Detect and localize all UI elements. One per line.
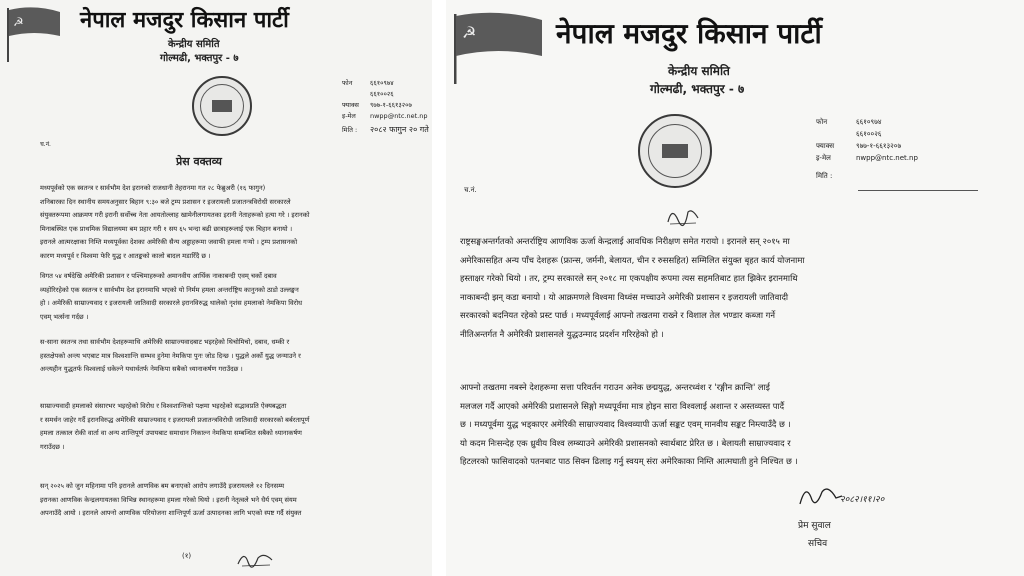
fax-label: फ्याक्स	[342, 101, 359, 109]
text-line: छ । मध्यपूर्वमा युद्ध भड्काएर अमेरिकी साम्राज्यवाद विश्वव्यापी ऊर्जा सङ्कट एवम् मानवीय सङ्कट निम्त्याउँदै छ ।	[460, 419, 791, 429]
text-line: नाकाबन्दी झन् कडा बनायो । यो आक्रमणले विश्वमा विध्वंस मच्चाउने अमेरिकी प्रशासन र इजरायली जातिवादी	[460, 291, 789, 302]
text-line: र समर्थन जाहेर गर्दै इरानविरुद्ध अमेरिकी साम्राज्यवाद र इजरायली प्रजातन्त्रविरोधी जातिवादी सरकारको बर्बरतापूर्ण	[40, 415, 310, 424]
email-value: nwpp@ntc.net.np	[370, 112, 428, 120]
text-line: राष्ट्रसङ्घअन्तर्गतको अन्तर्राष्ट्रिय आणविक ऊर्जा केन्द्रलाई आवधिक निरीक्षण समेत गरायो । इरानले सन् २०१५ मा	[460, 236, 790, 246]
paragraph-2	[460, 378, 1012, 471]
press-release-heading: प्रेस वक्तव्य	[176, 155, 222, 168]
phone-value: ६६१०९७४	[370, 79, 394, 87]
text-line: गराउँदछ ।	[40, 442, 65, 451]
phone-label: फोन	[342, 79, 353, 87]
text-line: हिटलरको फासिवादको पतनबाट पाठ सिक्न ढिलाइ गर्नु स्वयम् संरा अमेरिकाका निम्ति आत्मघाती हुने निश्चित छ ।	[460, 456, 798, 466]
email-value: nwpp@ntc.net.np	[856, 154, 918, 162]
text-line: अमेरिकासहित अन्य पाँच देशहरू (फ्रान्स, जर्मनी, बेलायत, चीन र रुससहित) सम्मिलित संयुक्त बृहत कार्य योजनामा	[460, 254, 805, 265]
email-label: इ-मेल	[342, 112, 356, 120]
paragraph-1	[40, 182, 425, 263]
svg-text:☭: ☭	[462, 23, 477, 42]
text-line: नीतिअन्तर्गत नै अमेरिकी प्रशासनले युद्धउन्माद प्रदर्शन गरिरहेको हो ।	[460, 328, 664, 339]
committee-label: केन्द्रीय समिति	[668, 64, 730, 78]
document-page-1	[0, 0, 432, 576]
handwritten-date: २०८२।११।२०	[840, 495, 885, 505]
initials-signature-icon	[666, 204, 700, 228]
text-line: सरकारको बदनियत रहेको प्रस्ट पार्छ । मध्यपूर्वलाई आफ्नो तखतमा राख्ने र विशाल तेल भण्डार कब्जा गर्ने	[460, 310, 776, 320]
svg-text:☭: ☭	[13, 15, 24, 29]
text-line: व्यहोरिरहेको एक स्वतन्त्र र सार्वभौम देश इरानमाथि भएको यो निर्मम हमला अन्तर्राष्ट्रिय कानुनको ठाडो उल्लङ्घन	[40, 285, 299, 294]
text-line: इरानका आणविक केन्द्रलगायतका विभिन्न स्थानहरूमा हमला गरेको थियो । इरानी नेतृत्वले भने धैर्य एवम् संयम	[40, 495, 297, 504]
text-line: संयुक्तरूपमा आक्रमण गरी इरानी सर्वोच्च नेता आयतोल्लाह खामेनीलगायतका इरानी नेताहरूको हत्या गरे । इरानको	[40, 211, 310, 219]
text-line: हमला तत्काल रोकी वार्ता वा अन्य शान्तिपूर्ण उपायबाट समाधान निकाल्न नेमकिपा सम्बन्धित सबैको ध्यानाकर्षण	[40, 429, 302, 437]
party-seal	[638, 114, 712, 188]
address-label: गोल्मढी, भक्तपुर - ७	[650, 82, 745, 96]
email-label: इ-मेल	[816, 154, 831, 162]
text-line: मिनाबस्थित एक प्राथमिक विद्यालयमा बम प्रहार गरी १ सय ६५ भन्दा बढी छात्राहरूलाई एक चिहान बनायो ।	[40, 224, 293, 233]
text-line: अन्त्यहीन युद्धतर्फ विश्वलाई धकेल्ने यथार्थतर्फ नेमकिपा सबैको ध्यानाकर्षण गराउँदछ ।	[40, 365, 243, 373]
text-line: हस्ताक्षर गरेको थियो । तर, ट्रम्प सरकारले सन् २०१८ मा एकपक्षीय रूपमा त्यस सहमतिबाट हात झिकेर इरानमाथि	[460, 273, 798, 283]
text-line: सन् २०२५ को जुन महिनामा पनि इरानले आणविक बम बनाएको आरोप लगाउँदै इजरायलले १२ दिनसम्म	[40, 482, 285, 490]
text-line: शनिबारका दिन स्थानीय समयअनुसार बिहान ९:३० बजे ट्रम्प प्रशासन र इजरायली प्रजातन्त्रविरोधी सरकारले	[40, 197, 291, 206]
text-line: एवम् भर्त्सना गर्दछ ।	[40, 312, 89, 321]
party-name-title: नेपाल मजदुर किसान पार्टी	[556, 17, 822, 50]
signatory-name: प्रेम सुवाल	[798, 521, 831, 531]
committee-label: केन्द्रीय समिति	[168, 39, 220, 50]
date-value: २०८२ फागुन २० गते	[370, 125, 429, 134]
paragraph-5	[40, 480, 425, 521]
signatory-title: सचिव	[808, 539, 828, 549]
fax-label: फ्याक्स	[816, 142, 835, 150]
text-line: आफ्नो तखतमा नबस्ने देशहरूमा सत्ता परिवर्तन गराउन अनेक छद्मयुद्ध, अन्तरध्वंश र 'रङ्गीन क्रान्ति' लाई	[460, 382, 770, 392]
text-line: अपनाउँदै आयो । इरानले आफ्नो आणविक परियोजना शान्तिपूर्ण ऊर्जा उत्पादनका लागि भएको स्पष्ट गर्दै संयुक्त	[40, 509, 302, 517]
date-label: मिति :	[342, 126, 358, 134]
party-flag-icon	[4, 4, 64, 62]
text-line: विगत ५४ वर्षदेखि अमेरिकी प्रशासन र पश्चिमाहरूको अमानवीय आर्थिक नाकाबन्दी एवम् चर्को दबाव	[40, 272, 277, 280]
paragraph-4	[40, 400, 425, 454]
paragraph-3	[40, 336, 425, 377]
document-page-2	[446, 0, 1024, 576]
paragraph-1	[460, 232, 1012, 343]
text-line: साम्राज्यवादी हमलाको संसारभर भइरहेको विरोध र विश्वशान्तिको पक्षमा भइरहेको सद्भावप्रति ऐक्यबद्धता	[40, 402, 287, 410]
date-label: मिति :	[816, 172, 833, 180]
phone-value: ६६१०९७४	[856, 118, 882, 126]
fax-value: ९७७-१-६६१३२०७	[370, 101, 412, 109]
fax-value: ९७७-१-६६१३२०७	[856, 142, 902, 150]
text-line: यो कदम निःसन्देह एक ध्रुवीय विश्व लम्ब्याउने अमेरिकी प्रशासनको स्वार्थबाट प्रेरित छ । बेलायती साम्राज्यवाद र	[460, 437, 791, 448]
text-line: हो । अमेरिकी साम्राज्यवाद र इजरायली जातिवादी सरकारले इरानविरुद्ध थालेको नृशंस हमलाको नेमकिपा विरोध	[40, 299, 303, 307]
party-flag-icon	[450, 10, 546, 84]
text-line: इरानले आत्मरक्षाका निम्ति मध्यपूर्वका देशका अमेरिकी सैन्य अड्डाहरूमा जवाफी हमला गऱ्यो । ट्रम्प प्रशासनको	[40, 238, 298, 246]
text-line: स-साना स्वतन्त्र तथा सार्वभौम देशहरूमाथि अमेरिकी साम्राज्यवादबाट भइरहेको थिचोमिचो, दबाव, धम्की र	[40, 338, 290, 346]
reference-number-label: च.नं.	[40, 141, 51, 148]
phone-value-2: ६६१००२६	[856, 130, 882, 138]
contact-block	[816, 116, 918, 182]
text-line: हस्तक्षेपको अन्त्य भएबाट मात्र विश्वशान्ति सम्भव हुनेमा नेमकिपा पुनः जोड दिन्छ । युद्धले अर्को युद्ध जन्माउने र	[40, 351, 301, 360]
page-number: (१)	[182, 552, 192, 560]
reference-number-label: च.नं.	[464, 186, 477, 194]
signature-icon	[796, 480, 846, 510]
initials-signature-icon	[236, 548, 276, 570]
address-label: गोल्मढी, भक्तपुर - ७	[160, 53, 239, 64]
phone-label: फोन	[816, 118, 828, 126]
seal-flag-icon	[662, 144, 688, 158]
party-seal	[192, 76, 252, 136]
text-line: मलजल गर्दै आएको अमेरिकी प्रशासनले सिङ्गो मध्यपूर्वमा मात्र होइन सारा विश्वलाई अशान्त र अस्तव्यस्त पार्दै	[460, 400, 785, 411]
date-line	[858, 190, 978, 191]
text-line: कारण मध्यपूर्व र विश्वमा फेरि युद्ध र आतङ्कको कालो बादल मडारिँदै छ ।	[40, 251, 211, 260]
contact-block	[342, 78, 429, 136]
text-line: मध्यपूर्वको एक स्वतन्त्र र सार्वभौम देश इरानको राजधानी तेहरानमा गत २८ फेब्रुअरी (१६ फागुन)	[40, 184, 266, 192]
paragraph-2	[40, 270, 425, 324]
phone-value-2: ६६१००२६	[370, 90, 394, 98]
party-name-title: नेपाल मजदुर किसान पार्टी	[80, 8, 289, 33]
seal-flag-icon	[212, 100, 232, 112]
